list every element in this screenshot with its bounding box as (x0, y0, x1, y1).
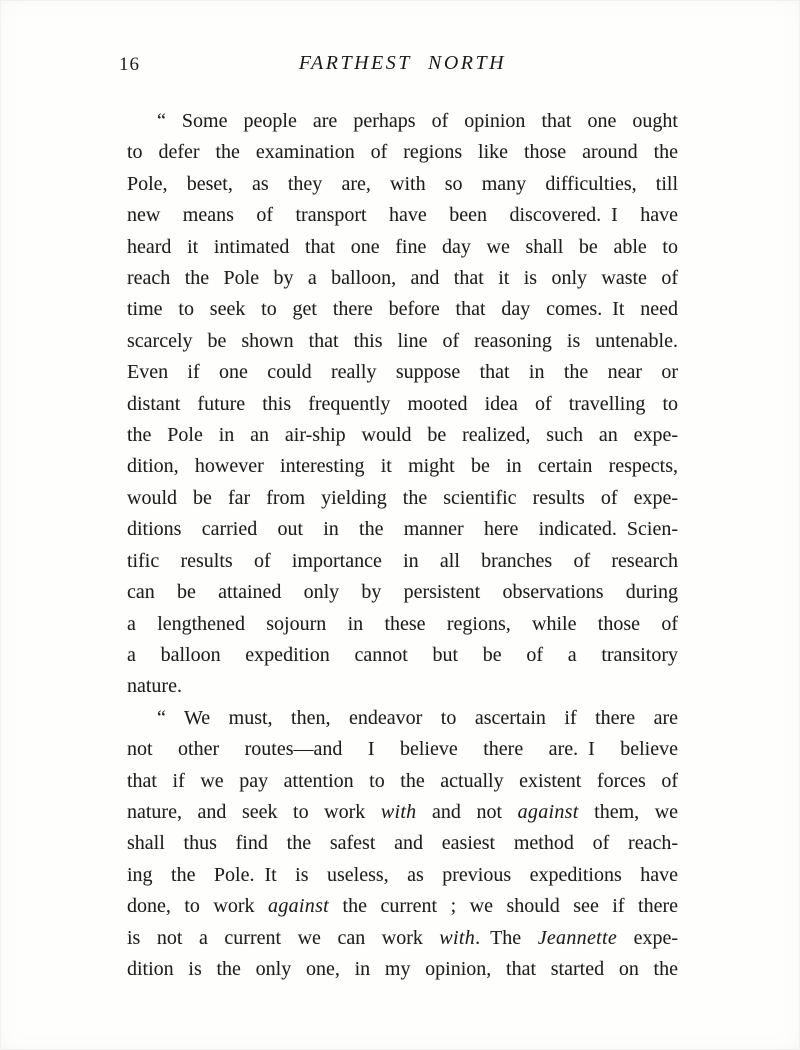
text-line: “ We must, then, endeavor to ascertain if there are (157, 706, 678, 729)
text-line: the Pole in an air-ship would be realized, such an expe- (127, 424, 678, 447)
text-line: a lengthened sojourn in these regions, while those of (127, 612, 678, 635)
text-line: ditions carried out in the manner here indicated. Scien- (127, 518, 678, 541)
page-number: 16 (119, 54, 140, 75)
page-body (127, 106, 678, 985)
text-line: Pole, beset, as they are, with so many difficulties, till (127, 172, 678, 195)
running-head (119, 52, 678, 80)
text-line: to defer the examination of regions like those around the (127, 141, 678, 164)
text-line: shall thus find the safest and easiest method of reach- (127, 832, 678, 855)
text-line: is not a current we can work with. The Jeannette expe- (127, 926, 678, 949)
running-title: FARTHEST NORTH (298, 52, 507, 74)
text-line: new means of transport have been discovered. I have (127, 204, 678, 227)
text-line: scarcely be shown that this line of reasoning is untenable. (127, 329, 678, 352)
text-line: time to seek to get there before that day comes. It need (127, 298, 678, 321)
text-line: “ Some people are perhaps of opinion that one ought (157, 110, 678, 132)
text-line: that if we pay attention to the actually existent forces of (127, 769, 678, 792)
text-line: reach the Pole by a balloon, and that it is only waste of (127, 267, 678, 290)
text-line: would be far from yielding the scientific results of expe- (127, 486, 678, 509)
text-line: dition, however interesting it might be in certain respects, (127, 455, 678, 478)
text-line: ing the Pole. It is useless, as previous expeditions have (127, 863, 678, 886)
text-line: done, to work against the current ; we should see if there (127, 895, 678, 918)
text-line: heard it intimated that one fine day we shall be able to (127, 235, 678, 258)
text-line: dition is the only one, in my opinion, that started on the (127, 957, 678, 980)
text-line: can be attained only by persistent observations during (127, 581, 678, 604)
text-line: distant future this frequently mooted idea of travelling to (127, 392, 678, 415)
text-line: nature. (127, 675, 182, 698)
text-line: Even if one could really suppose that in the near or (127, 361, 678, 384)
text-line: nature, and seek to work with and not against them, we (127, 800, 679, 823)
text-line: not other routes—and I believe there are. I believe (127, 738, 678, 761)
text-line: a balloon expedition cannot but be of a transitory (127, 643, 678, 666)
text-line: tific results of importance in all branches of research (127, 549, 678, 572)
